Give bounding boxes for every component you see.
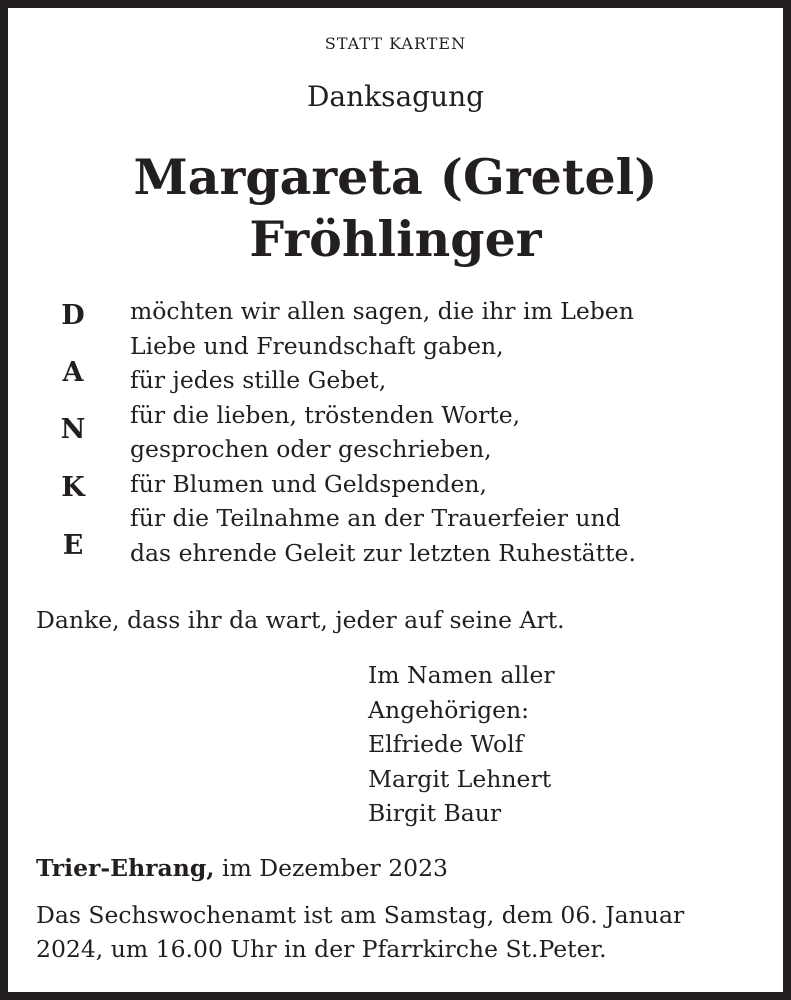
mass-notice-line: 2024, um 16.00 Uhr in der Pfarrkirche St.Peter.: [36, 935, 607, 963]
thanks-line: das ehrende Geleit zur letzten Ruhestätte.: [130, 538, 636, 567]
thanks-line: für die lieben, tröstenden Worte,: [130, 400, 521, 429]
acrostic-letter-e: E: [62, 530, 84, 561]
thanks-line: möchten wir allen sagen, die ihr im Leben: [130, 297, 634, 325]
statt-karten-label: STATT KARTEN: [324, 34, 467, 53]
thanks-line: für Blumen und Geldspenden,: [130, 469, 487, 498]
mass-notice-line: Das Sechswochenamt ist am Samstag, dem 06. Januar: [36, 901, 685, 929]
danksagung-heading: Danksagung: [306, 80, 485, 113]
thanks-line: Liebe und Freundschaft gaben,: [130, 331, 504, 360]
thanks-line: für die Teilnahme an der Trauerfeier und: [130, 504, 621, 532]
mass-notice: [36, 898, 684, 966]
acrostic-letter-a: A: [62, 357, 84, 388]
deceased-name-line1: Margareta (Gretel): [133, 148, 658, 206]
acrostic-letter-d: D: [61, 300, 85, 331]
obituary-card: [8, 8, 783, 992]
deceased-name-line2: Fröhlinger: [249, 210, 542, 268]
thanks-text-block: [130, 294, 636, 570]
thanks-line: gesprochen oder geschrieben,: [130, 435, 492, 463]
signature-intro: Im Namen aller: [368, 661, 555, 689]
signatory-name: Elfriede Wolf: [368, 730, 524, 758]
acrostic-letter-n: N: [60, 414, 86, 445]
date-text: im Dezember 2023: [214, 854, 449, 882]
signature-intro: Angehörigen:: [368, 695, 530, 724]
signatory-name: Margit Lehnert: [368, 764, 552, 793]
signatory-name: Birgit Baur: [368, 799, 502, 827]
signature-block: [368, 658, 555, 831]
place-date-line: [36, 854, 448, 882]
place-name: Trier-Ehrang,: [36, 854, 215, 882]
thanks-line: für jedes stille Gebet,: [130, 366, 387, 394]
acrostic-letter-k: K: [61, 472, 85, 503]
closing-sentence: Danke, dass ihr da wart, jeder auf seine Art.: [36, 606, 565, 634]
